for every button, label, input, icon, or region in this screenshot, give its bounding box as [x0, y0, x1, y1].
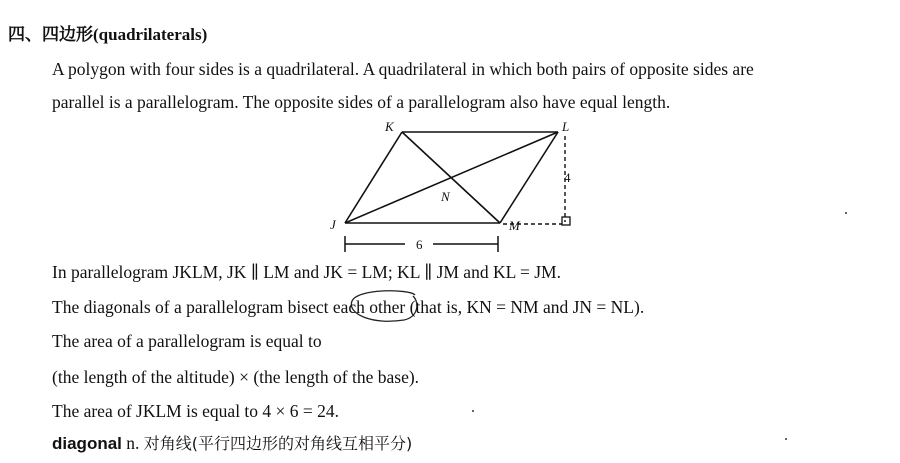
- definition-line: [52, 431, 412, 454]
- scan-speck: [472, 410, 474, 412]
- body-line-2: The diagonals of a parallelogram bisect each other (that is, KN = NM and JN = NL).: [52, 297, 645, 317]
- vertex-j-label: J: [330, 217, 336, 232]
- intro-line-2: parallel is a parallelogram. The opposite sides of a parallelogram also have equal length.: [52, 92, 671, 112]
- side-jk: [345, 132, 402, 223]
- definition-pos: n.: [126, 433, 140, 453]
- vertex-l-label: L: [562, 119, 570, 134]
- diagonal-km: [402, 132, 500, 223]
- vertex-n-label: N: [441, 189, 450, 204]
- intro-line-1: A polygon with four sides is a quadrilateral. A quadrilateral in which both pairs of opposite sides are: [52, 59, 754, 79]
- vertex-m-label: M: [509, 218, 520, 233]
- definition-term: diagonal: [52, 434, 122, 453]
- right-angle-marker: [562, 217, 570, 225]
- side-lm: [500, 132, 558, 223]
- altitude-value: 4: [564, 170, 571, 185]
- heading-term: (quadrilaterals): [93, 25, 208, 44]
- heading-prefix: 四、四边形: [8, 25, 93, 44]
- body-line-4: (the length of the altitude) × (the length of the base).: [52, 367, 420, 387]
- base-value: 6: [416, 237, 423, 252]
- scan-speck: [785, 438, 787, 440]
- body-line-5: The area of JKLM is equal to 4 × 6 = 24.: [52, 401, 340, 421]
- scan-speck: [845, 212, 847, 214]
- body-line-1: In parallelogram JKLM, JK ∥ LM and JK = LM; KL ∥ JM and KL = JM.: [52, 262, 561, 282]
- definition-meaning: 对角线(平行四边形的对角线互相平分): [143, 434, 413, 453]
- body-line-3: The area of a parallelogram is equal to: [52, 331, 322, 351]
- vertex-k-label: K: [385, 119, 394, 134]
